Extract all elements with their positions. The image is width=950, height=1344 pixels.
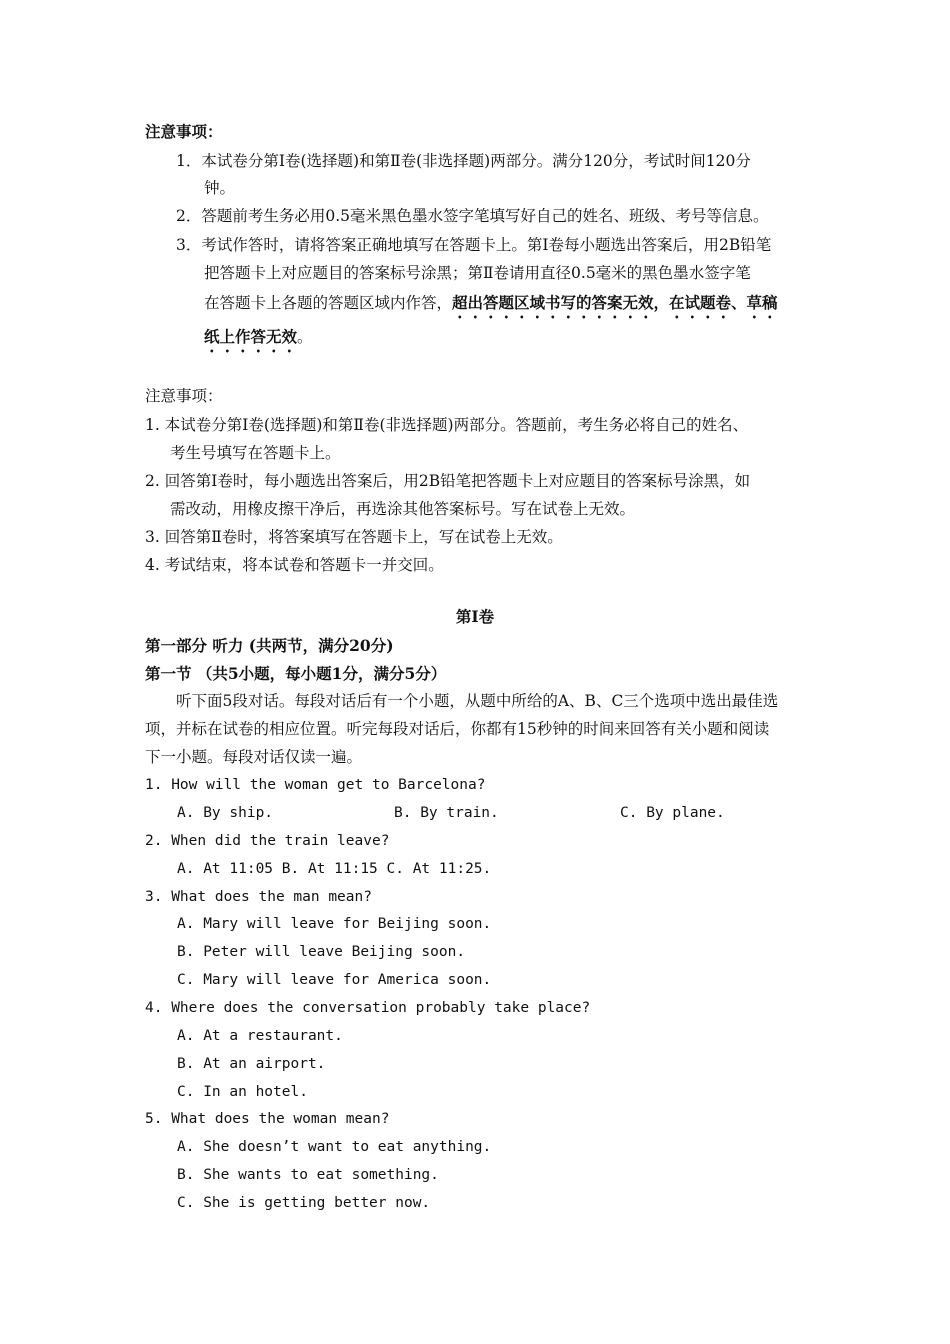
notice1-item3-period: 。 [297,328,313,346]
question-1-option-a: A. By ship. [177,805,274,821]
question-2: 2. When did the train leave? [145,833,390,849]
notice1-item1-line2: 钟。 [204,179,236,197]
notice1-item3-emphasis: 超出答题区域书写的答案无效，在试题卷、草稿 [452,293,778,312]
question-4: 4. Where does the conversation probably take place? [145,1000,591,1016]
notice1-heading: 注意事项： [145,122,223,141]
question-4-option-a: A. At a restaurant. [177,1028,343,1044]
notice2-heading: 注意事项： [145,387,223,405]
notice2-item2-line2: 需改动，用橡皮擦干净后，再选涂其他答案标号。写在试卷上无效。 [170,500,636,518]
question-1-option-b: B. By train. [394,805,499,821]
question-5-option-b: B. She wants to eat something. [177,1167,439,1183]
question-3-option-b: B. Peter will leave Beijing soon. [177,944,466,960]
part1-heading: 第一部分 听力 (共两节，满分20分) [145,636,394,655]
question-4-option-c: C. In an hotel. [177,1084,308,1100]
instructions-line3: 下一小题。每段对话仅读一遍。 [145,748,363,766]
notice2-item3: 3. 回答第Ⅱ卷时，将答案填写在答题卡上，写在试卷上无效。 [145,528,563,546]
notice1-item3-line4 [204,327,313,356]
section-title: 第Ⅰ卷 [455,607,495,626]
notice1-item3-line1: 3．考试作答时，请将答案正确地填写在答题卡上。第Ⅰ卷每小题选出答案后，用2B铅笔 [176,236,772,254]
question-1: 1. How will the woman get to Barcelona? [145,777,486,793]
notice2-item1-line1: 1. 本试卷分第Ⅰ卷(选择题)和第Ⅱ卷(非选择题)两部分。答题前，考生务必将自己的姓名、 [145,416,749,434]
notice1-item3-line3 [204,293,778,322]
notice2-item2-line1: 2. 回答第Ⅰ卷时，每小题选出答案后，用2B铅笔把答题卡上对应题目的答案标号涂黑，如 [145,472,751,490]
question-1-option-c: C. By plane. [620,805,725,821]
notice2-item4: 4. 考试结束，将本试卷和答题卡一并交回。 [145,556,444,574]
question-2-options: A. At 11:05 B. At 11:15 C. At 11:25. [177,861,492,877]
question-3-option-c: C. Mary will leave for America soon. [177,972,492,988]
question-5: 5. What does the woman mean? [145,1111,390,1127]
notice1-item3-plain: 在答题卡上各题的答题区域内作答， [204,294,453,312]
question-4-option-b: B. At an airport. [177,1056,326,1072]
notice1-item3-line2: 把答题卡上对应题目的答案标号涂黑；第Ⅱ卷请用直径0.5毫米的黑色墨水签字笔 [204,264,751,282]
subsection1-heading: 第一节 （共5小题，每小题1分，满分5分） [145,664,447,683]
question-5-option-a: A. She doesn’t want to eat anything. [177,1139,492,1155]
question-5-option-c: C. She is getting better now. [177,1195,431,1211]
question-3-option-a: A. Mary will leave for Beijing soon. [177,916,492,932]
notice1-item1-line1: 1．本试卷分第Ⅰ卷(选择题)和第Ⅱ卷(非选择题)两部分。满分120分，考试时间120分 [176,152,751,170]
instructions-line2: 项，并标在试卷的相应位置。听完每段对话后，你都有15秒钟的时间来回答有关小题和阅读 [145,720,770,738]
instructions-line1: 听下面5段对话。每段对话后有一个小题，从题中所给的A、B、C三个选项中选出最佳选 [176,692,779,710]
notice2-item1-line2: 考生号填写在答题卡上。 [170,444,341,462]
notice1-item2: 2．答题前考生务必用0.5毫米黑色墨水签字笔填写好自己的姓名、班级、考号等信息。 [176,207,769,225]
notice1-item3-emphasis-end: 纸上作答无效 [204,327,298,346]
question-3: 3. What does the man mean? [145,889,372,905]
